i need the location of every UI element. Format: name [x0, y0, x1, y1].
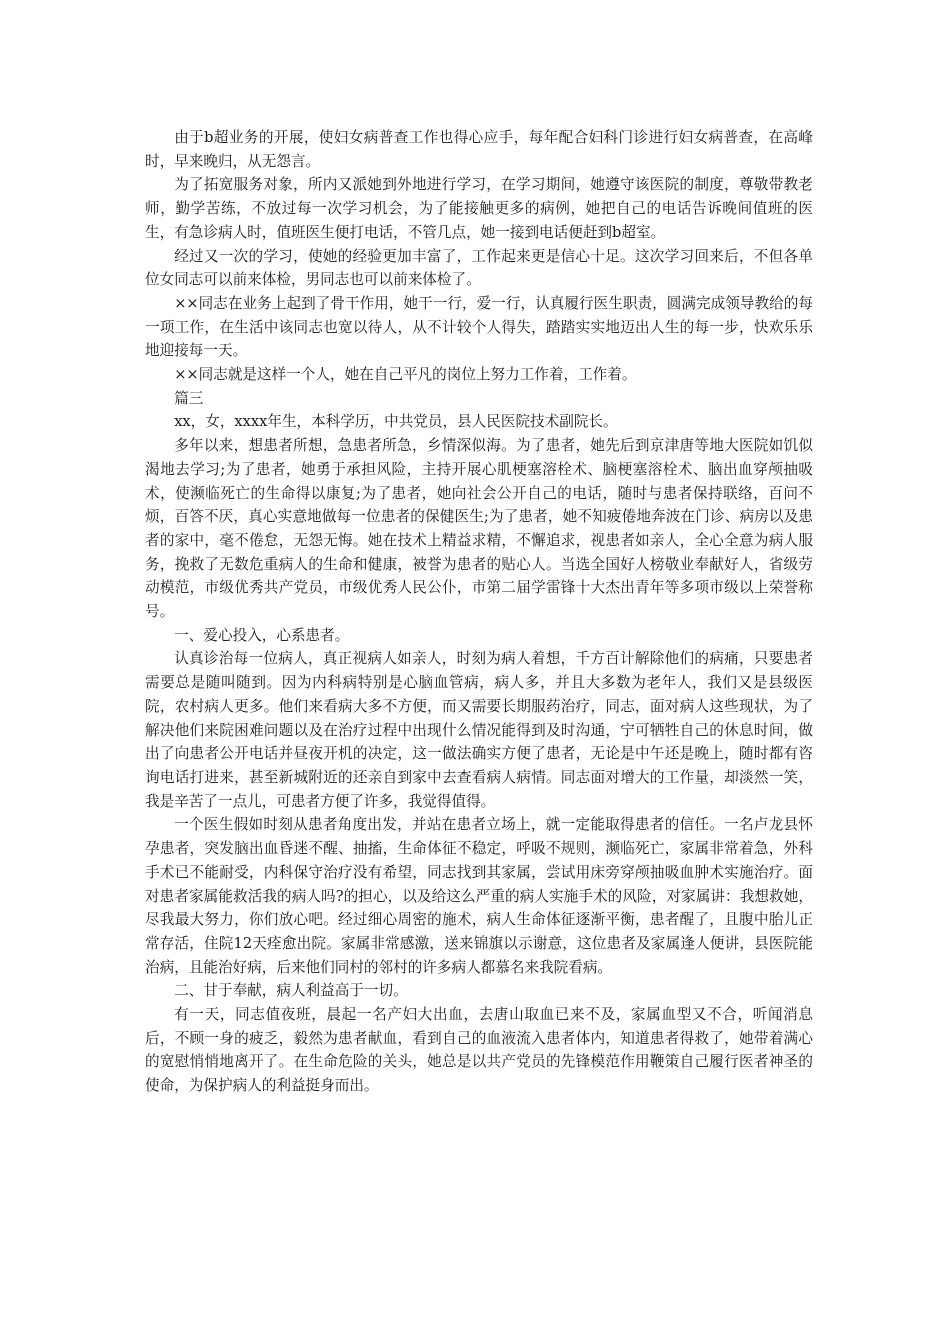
paragraph-experience: 经过又一次的学习，使她的经验更加丰富了，工作起来更是信心十足。这次学习回来后，不但各单位女同志可以前来体检，男同志也可以前来体检了。: [145, 247, 813, 289]
paragraph-trust-case: 一个医生假如时刻从患者角度出发，并站在患者立场上，就一定能取得患者的信任。一名卢龙县怀孕患者，突发脑出血昏迷不醒、抽搐，生命体征不稳定，呼吸不规则，濒临死亡，家属非常着急，外科手术已不能耐受，内科保守治疗没有希望，同志找到其家属，尝试用床旁穿颅抽吸血肿术实施治疗。面对患者家属能救活我的病人吗?的担心，以及给这么严重的病人实施手术的风险，对家属讲：我想救她，尽我最大努力，你们放心吧。经过细心周密的施术，病人生命体征逐渐平衡，患者醒了，且腹中胎儿正常存活，住院12天痊愈出院。家属非常感激，送来锦旗以示谢意，这位患者及家属逢人便讲，县医院能治病，且能治好病，后来他们同村的邻村的许多病人都慕名来我院看病。: [145, 816, 813, 976]
paragraph-profile: xx，女，xxxx年生，本科学历，中共党员，县人民医院技术副院长。: [174, 413, 618, 431]
paragraph-years-of-service: 多年以来，想患者所想，急患者所急，乡情深似海。为了患者，她先后到京津唐等地大医院如饥似渴地去学习;为了患者，她勇于承担风险，主持开展心肌梗塞溶栓术、脑梗塞溶栓术、脑出血穿颅抽吸术，使濒临死亡的生命得以康复;为了患者，她向社会公开自己的电话，随时与患者保持联络，百问不烦，百答不厌，真心实意地做每一位患者的保健医生;为了患者，她不知疲倦地奔波在门诊、病房以及患者的家中，毫不倦怠，无怨无悔。她在技术上精益求精，不懈追求，视患者如亲人，全心全意为病人服务，挽救了无数危重病人的生命和健康，被誉为患者的贴心人。当选全国好人榜敬业奉献好人，省级劳动模范，市级优秀共产党员，市级优秀人民公仆，市第二届学雷锋十大杰出青年等多项市级以上荣誉称号。: [145, 437, 813, 621]
paragraph-summary: ××同志就是这样一个人，她在自己平凡的岗位上努力工作着，工作着。: [174, 366, 637, 384]
section-heading-part-three: 篇三: [174, 389, 204, 407]
section-heading-one: 一、爱心投入，心系患者。: [174, 626, 350, 644]
document-body: [145, 126, 813, 1098]
paragraph-blood-donation: 有一天，同志值夜班，晨起一名产妇大出血，去唐山取血已来不及，家属血型又不合，听闻消息后，不顾一身的疲乏，毅然为患者献血，看到自己的血液流入患者体内，知道患者得救了，她带着满心的宽慰悄悄地离开了。在生命危险的关头，她总是以共产党员的先锋模范作用鞭策自己履行医者神圣的使命，为保护病人的利益挺身而出。: [145, 1006, 813, 1095]
paragraph-b-ultrasound: 由于b超业务的开展，使妇女病普查工作也得心应手，每年配合妇科门诊进行妇女病普查，在高峰时，早来晚归，从无怨言。: [145, 129, 813, 170]
paragraph-treat-patients: 认真诊治每一位病人，真正视病人如亲人，时刻为病人着想，千方百计解除他们的病痛，只要患者需要总是随叫随到。因为内科病特别是心脑血管病，病人多，并且大多数为老年人，我们又是县级医院，农村病人更多。他们来看病大多不方便，而又需要长期服药治疗，同志，面对病人这些现状，为了解决他们来院困难问题以及在治疗过程中出现什么情况能得到及时沟通，宁可牺牲自己的休息时间，做出了向患者公开电话并昼夜开机的决定，这一做法确实方便了患者，无论是中午还是晚上，随时都有咨询电话打进来，甚至新城附近的还亲自到家中去查看病人病情。同志面对增大的工作量，却淡然一笑，我是辛苦了一点儿，可患者方便了许多，我觉得值得。: [145, 650, 813, 810]
paragraph-study-abroad: 为了拓宽服务对象，所内又派她到外地进行学习，在学习期间，她遵守该医院的制度，尊敬带教老师，勤学苦练，不放过每一次学习机会，为了能接触更多的病例，她把自己的电话告诉晚间值班的医生，有急诊病人时，值班医生便打电话，不管几点，她一接到电话便赶到b超室。: [145, 176, 813, 241]
section-heading-two: 二、甘于奉献，病人利益高于一切。: [174, 982, 408, 1000]
paragraph-backbone: ××同志在业务上起到了骨干作用，她干一行，爱一行，认真履行医生职责，圆满完成领导教给的每一项工作，在生活中该同志也宽以待人，从不计较个人得失，踏踏实实地迈出人生的每一步，快欢乐乐地迎接每一天。: [145, 294, 813, 360]
